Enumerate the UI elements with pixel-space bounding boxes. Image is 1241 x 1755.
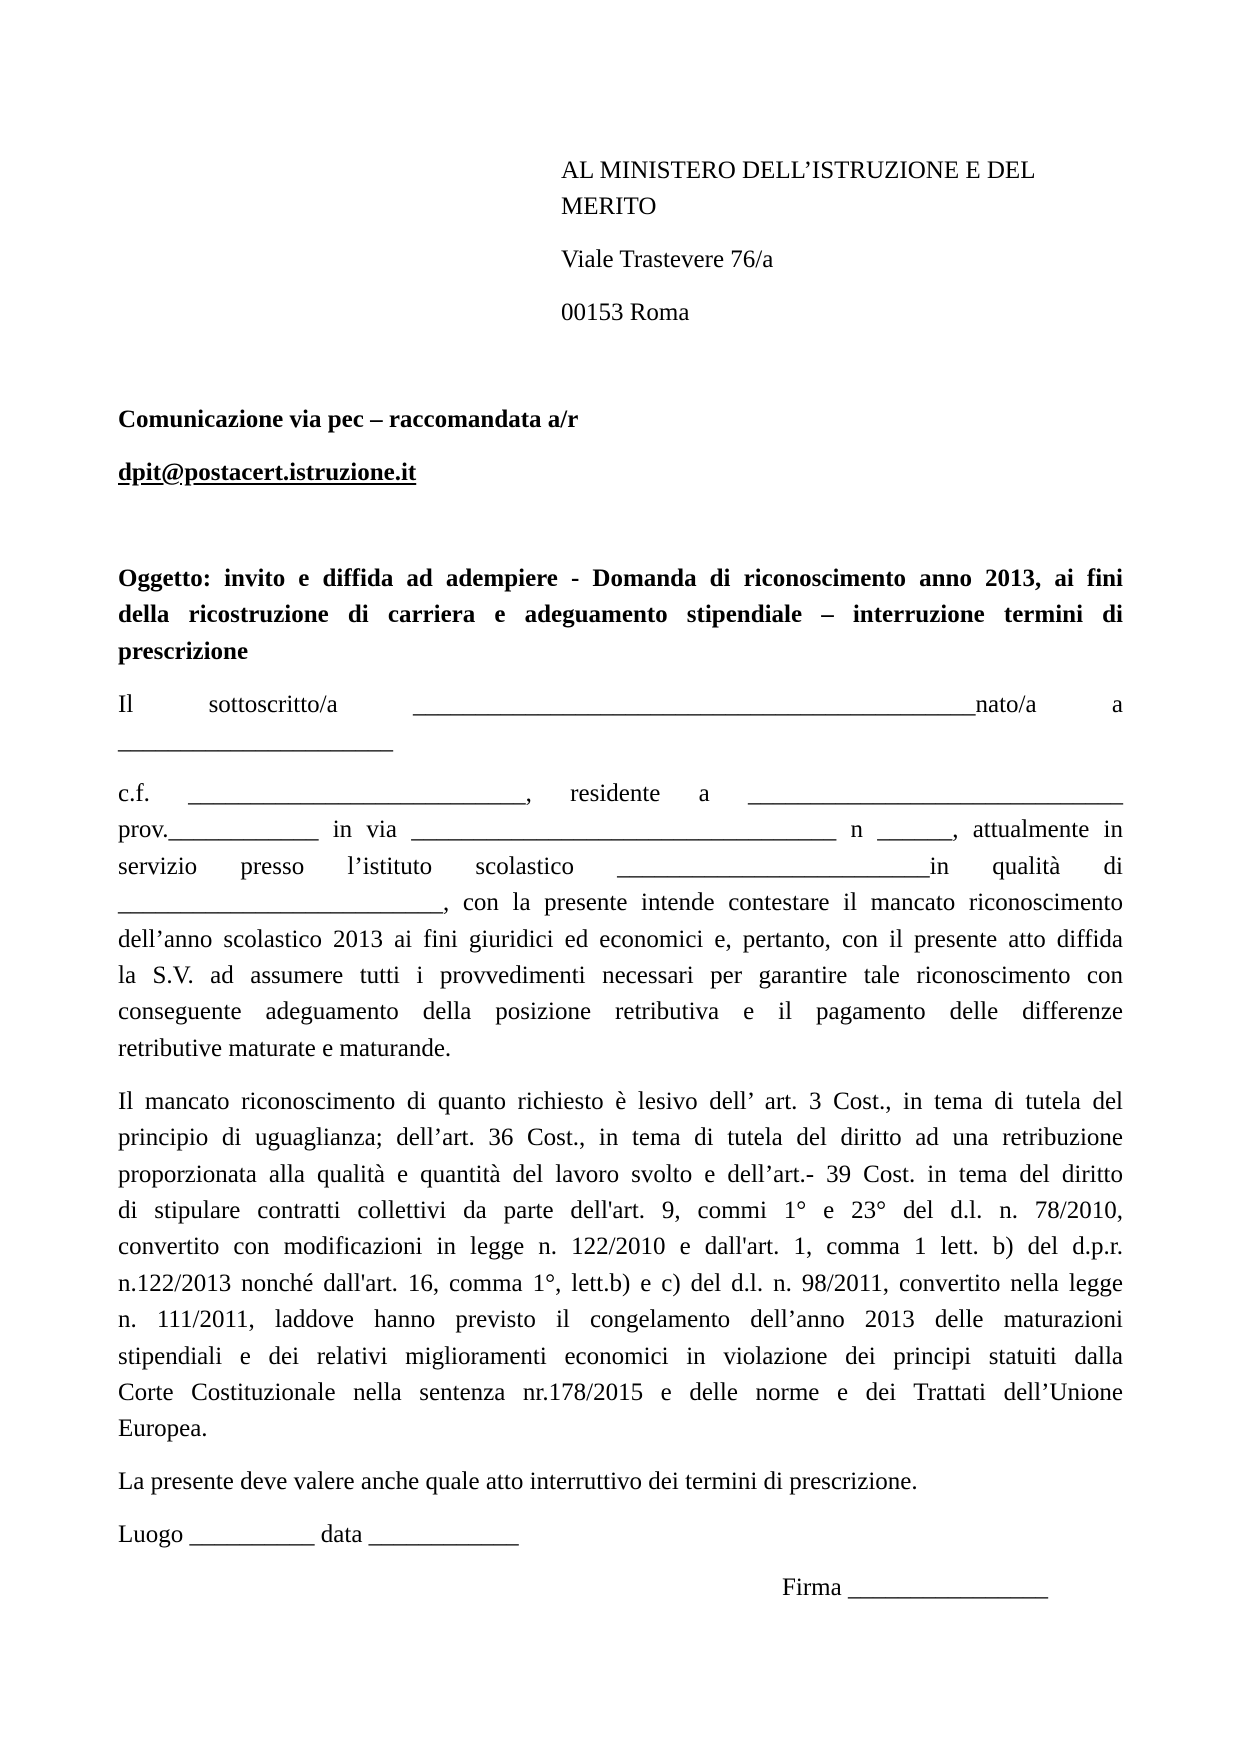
pec-address-block <box>118 455 1123 491</box>
paragraph-line: retributive maturate e maturande. <box>118 1034 452 1062</box>
paragraph-line: Il sottoscritto/a _____________________________________________nato/a a <box>118 690 1123 718</box>
paragraph-line: servizio presso l’istituto scolastico _________________________in qualità di <box>118 852 1123 880</box>
paragraph-line: stipendiali e dei relativi miglioramenti economici in violazione dei principi statuiti dalla <box>118 1342 1123 1370</box>
paragraph-line: proporzionata alla qualità e quantità del lavoro svolto e dell’art.- 39 Cost. in tema del diritto <box>118 1160 1123 1188</box>
place-date-line: Luogo __________ data ____________ <box>118 1521 519 1549</box>
recipient-name-line: AL MINISTERO DELL’ISTRUZIONE E DEL <box>561 157 1036 184</box>
subject-line: della ricostruzione di carriera e adeguamento stipendiale – interruzione termini di <box>118 601 1123 629</box>
subject-block <box>118 508 1123 670</box>
delivery-method: Comunicazione via pec – raccomandata a/r <box>118 405 579 433</box>
paragraph-line: Il mancato riconoscimento di quanto richiesto è lesivo dell’ art. 3 Cost., in tema di tutela del <box>118 1087 1123 1115</box>
recipient-name-line: MERITO <box>561 193 657 221</box>
delivery-method-block <box>118 349 1123 438</box>
paragraph-line: di stipulare contratti collettivi da parte dell'art. 9, commi 1° e 23° del d.l. n. 78/2010, <box>118 1196 1123 1224</box>
paragraph-line: conseguente adeguamento della posizione retributiva e il pagamento delle differenze <box>118 998 1123 1026</box>
signature-line: Firma ________________ <box>782 1574 1048 1602</box>
paragraph-line: la S.V. ad assumere tutti i provvedimenti necessari per garantire tale riconoscimento con <box>118 961 1123 989</box>
document-body <box>118 153 1123 1624</box>
interruption-paragraph: La presente deve valere anche quale atto interruttivo dei termini di prescrizione. <box>118 1468 918 1496</box>
recipient-street: Viale Trastevere 76/a <box>561 246 774 274</box>
recipient-name-block <box>561 153 1123 226</box>
paragraph-line: __________________________, con la presente intende contestare il mancato riconoscimento <box>118 889 1123 917</box>
pec-address-link[interactable]: dpit@postacert.istruzione.it <box>118 458 417 486</box>
request-paragraph <box>118 776 1123 1067</box>
subject-line: prescrizione <box>118 637 249 665</box>
recipient-city: 00153 Roma <box>561 299 690 327</box>
paragraph-line: n.122/2013 nonché dall'art. 16, comma 1°, lett.b) e c) del d.l. n. 98/2011, convertito nella legge <box>118 1269 1123 1297</box>
paragraph-line: n. 111/2011, laddove hanno previsto il congelamento dell’anno 2013 delle maturazioni <box>118 1306 1123 1334</box>
paragraph-line: Corte Costituzionale nella sentenza nr.178/2015 e delle norme e dei Trattati dell’Unione <box>118 1378 1123 1406</box>
declarant-paragraph <box>118 687 1123 760</box>
paragraph-line: Europea. <box>118 1415 208 1443</box>
paragraph-line: dell’anno scolastico 2013 ai fini giuridici ed economici e, pertanto, con il presente atto diffida <box>118 925 1123 953</box>
subject-line: Oggetto: invito e diffida ad adempiere - Domanda di riconoscimento anno 2013, ai fini <box>118 564 1123 592</box>
paragraph-line: ______________________ <box>118 726 393 754</box>
paragraph-line: principio di uguaglianza; dell’art. 36 Cost., in tema di tutela del diritto ad una retribuzione <box>118 1124 1123 1152</box>
paragraph-line: c.f. ___________________________, residente a ______________________________ <box>118 780 1123 808</box>
paragraph-line: convertito con modificazioni in legge n. 122/2010 e dall'art. 1, comma 1 lett. b) del d.p.r. <box>118 1233 1123 1261</box>
pec-address-line <box>118 455 1123 491</box>
paragraph-line: prov.____________ in via __________________________________ n ______, attualmente in <box>118 816 1123 844</box>
grounds-paragraph <box>118 1084 1123 1448</box>
